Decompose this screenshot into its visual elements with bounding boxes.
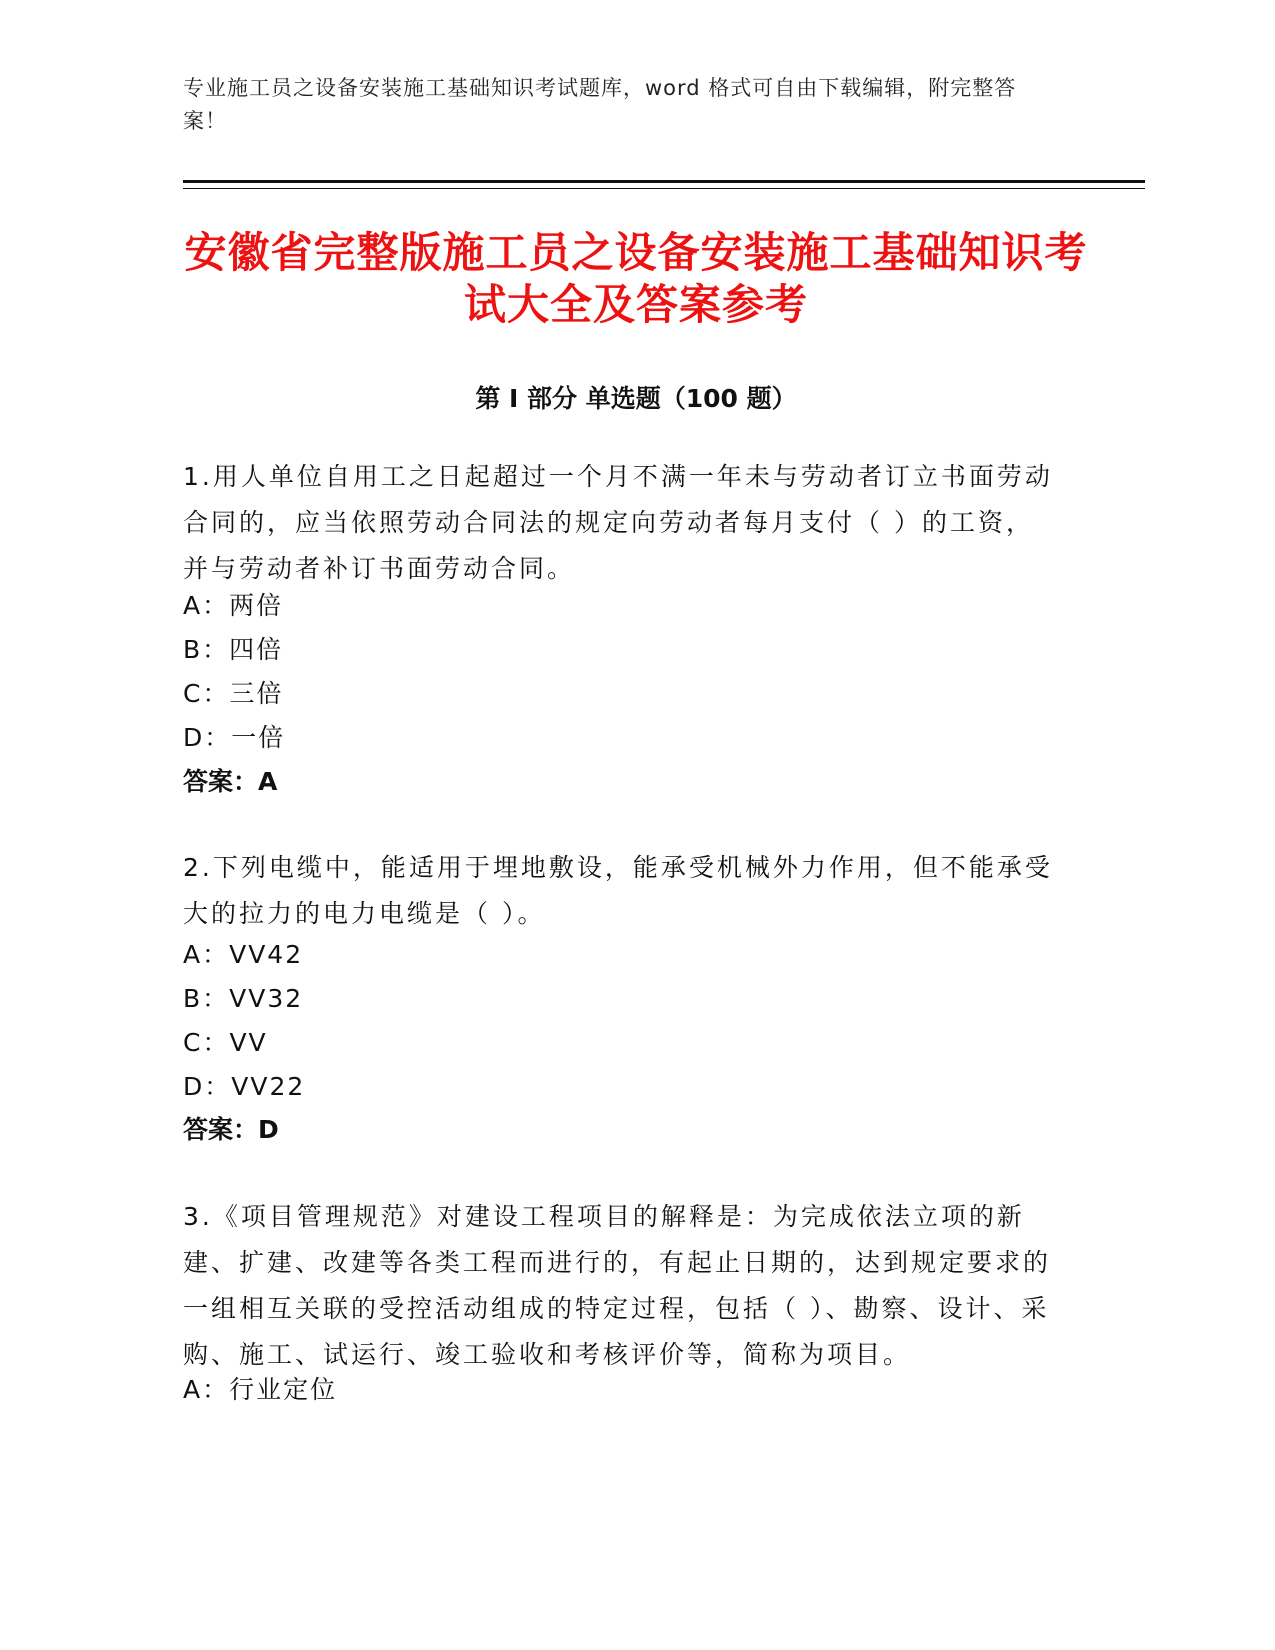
question-2-option-a: A：VV42 bbox=[183, 940, 304, 969]
question-3-stem: 3.《项目管理规范》对建设工程项目的解释是：为完成依法立项的新建、扩建、改建等各类工程而进行的，有起止日期的，达到规定要求的一组相互关联的受控活动组成的特定过程，包括（ ）、勘察、设计、采购、施工、试运行、竣工验收和考核评价等，简称为项目。 bbox=[183, 1202, 1052, 1369]
question-2-option-d: D：VV22 bbox=[183, 1072, 306, 1101]
header-note: 专业施工员之设备安装施工基础知识考试题库，word 格式可自由下载编辑，附完整答案！ bbox=[183, 76, 1017, 133]
question-1-option-c: C：三倍 bbox=[183, 679, 284, 708]
question-2-stem: 2.下列电缆中，能适用于埋地敷设，能承受机械外力作用，但不能承受大的拉力的电力电缆是（ ）。 bbox=[183, 853, 1053, 928]
question-1-answer: 答案：A bbox=[183, 767, 278, 796]
header-rule-thick bbox=[183, 180, 1145, 183]
question-1-option-d: D：一倍 bbox=[183, 723, 286, 752]
question-2-option-b: B：VV32 bbox=[183, 984, 304, 1013]
question-2-option-c: C：VV bbox=[183, 1028, 268, 1057]
question-1-option-b: B：四倍 bbox=[183, 635, 284, 664]
question-2-answer: 答案：D bbox=[183, 1115, 279, 1144]
question-1-stem: 1.用人单位自用工之日起超过一个月不满一年未与劳动者订立书面劳动合同的，应当依照劳动合同法的规定向劳动者每月支付（ ）的工资，并与劳动者补订书面劳动合同。 bbox=[183, 462, 1053, 583]
question-1-option-a: A：两倍 bbox=[183, 591, 284, 620]
header-rule-thin bbox=[183, 188, 1145, 189]
section-title: 第 I 部分 单选题（100 题） bbox=[475, 384, 797, 413]
question-3-option-a: A：行业定位 bbox=[183, 1375, 338, 1404]
document-title: 安徽省完整版施工员之设备安装施工基础知识考试大全及答案参考 bbox=[184, 228, 1088, 329]
